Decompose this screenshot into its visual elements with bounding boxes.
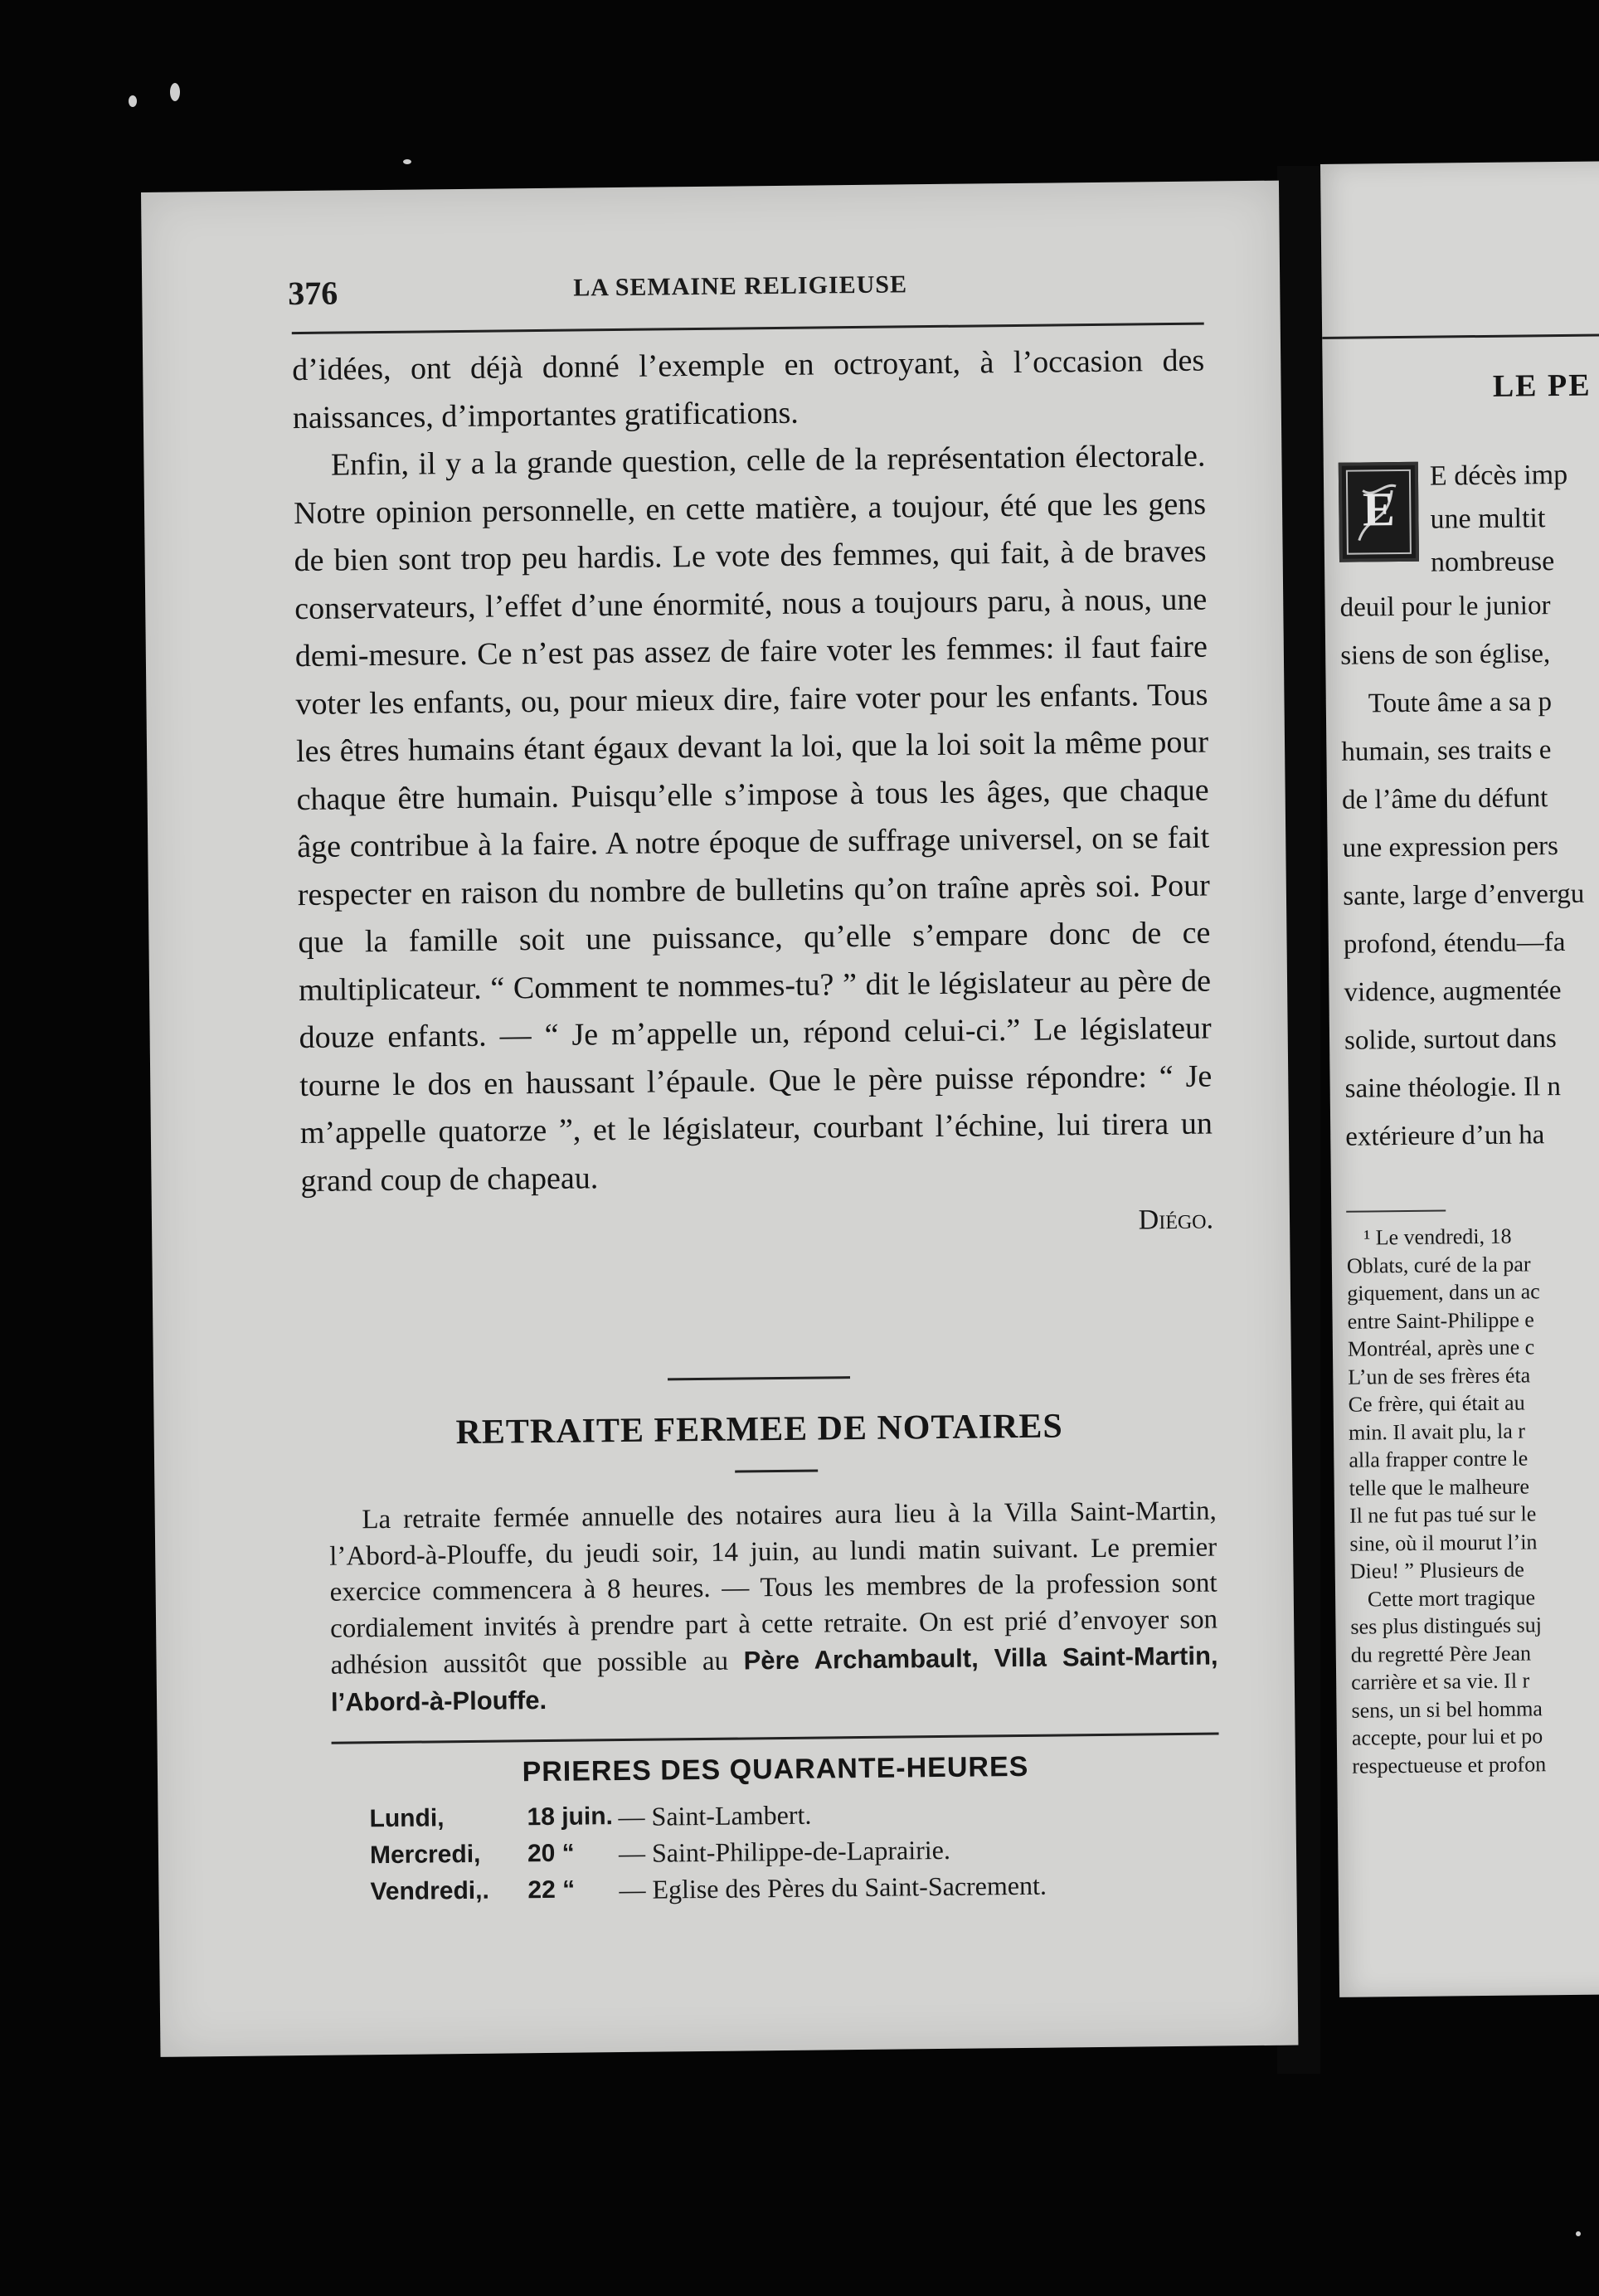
footnote-line: du regretté Père Jean <box>1350 1640 1532 1667</box>
scan-speck <box>403 159 411 164</box>
footnote-line: accepte, pour lui et po <box>1351 1724 1543 1750</box>
text-line: profond, étendu—fa <box>1343 927 1566 960</box>
article-body <box>292 338 1213 1253</box>
scan-speck <box>170 83 180 101</box>
running-title: LA SEMAINE RELIGIEUSE <box>573 270 908 302</box>
text-line: de l’âme du défunt <box>1341 783 1548 815</box>
text-line: extérieure d’un ha <box>1345 1120 1545 1152</box>
notice-rule <box>332 1732 1219 1744</box>
right-body-text <box>1339 581 1599 1161</box>
schedule-day: Mercredi, <box>369 1840 481 1870</box>
page-number: 376 <box>288 274 338 313</box>
text-line: vidence, augmentée <box>1344 975 1562 1008</box>
paragraph-1: d’idées, ont déjà donné l’exemple en octroyant, à l’occasion des naissances, d’importantes gratifications. <box>292 343 1205 435</box>
ornamental-dropcap <box>1339 462 1419 562</box>
text-line: solide, surtout dans <box>1344 1024 1557 1056</box>
schedule-date: 22 “ <box>527 1875 576 1904</box>
footnote-line: respectueuse et profon <box>1352 1751 1547 1778</box>
text-line: deuil pour le junior <box>1339 591 1551 623</box>
schedule-row <box>370 1866 1199 1910</box>
footnote-line: Cette mort tragique <box>1367 1584 1536 1611</box>
footnote-line: sine, où il mourut l’in <box>1349 1529 1538 1556</box>
footnote-line: Oblats, curé de la par <box>1346 1251 1531 1278</box>
schedule-day: Vendredi,. <box>370 1876 490 1906</box>
footnote-line: Montréal, après une c <box>1347 1335 1535 1361</box>
text-line: nombreuse <box>1430 546 1555 578</box>
schedule-place: — Saint-Philippe-de-Laprairie. <box>618 1834 951 1869</box>
schedule-day: Lundi, <box>369 1804 445 1833</box>
footnote-line: ¹ Le vendredi, 18 <box>1363 1223 1512 1250</box>
paragraph-2: Enfin, il y a la grande question, celle de la représentation électorale. Notre opinion personnelle, en cette matière, a toujour, été que les gens de bien sont trop peu hardis. Le vote des femmes, qui fait, à de braves conservateurs, l’effet d’une énormité, nous a toujours paru, à nous, une demi-mesure. Ce n’est pas assez de faire voter les femmes: il faut faire voter les enfants, ou, pour mieux dire, faire voter pour les enfants. Tous les êtres humains étant égaux devant la loi, que la loi soit la même pour chaque être humain. Puisqu’elle s’impose à tous les âges, que chaque âge contribue à la faire. A notre époque de suffrage universel, on se fait respecter en raison du nombre de bulletins qu’on traîne après soi. Pour que la famille soit une puissance, qu’elle s’empare donc de ce multiplicateur. “ Comment te nommes-tu? ” dit le législateur au père de douze enfants. — “ Je m’appelle un, répond celui-ci.” Le législateur tourne le dos en haussant l’épaule. Que le père puisse répondre: “ Je m’appelle quatorze ”, et le législateur, courbant l’échine, lui tirera un grand coup de chapeau. <box>293 438 1213 1199</box>
text-line: une expression pers <box>1342 831 1559 863</box>
schedule-date: 20 “ <box>527 1839 575 1868</box>
footnote-line: L’un de ses frères éta <box>1348 1362 1531 1389</box>
footnote-line: min. Il avait plu, la r <box>1348 1418 1526 1445</box>
schedule-date: 18 juin. <box>527 1802 614 1831</box>
footnote-line: alla frapper contre le <box>1349 1446 1529 1472</box>
scan-speck <box>1576 2231 1581 2236</box>
schedule-place: — Saint-Lambert. <box>618 1799 812 1832</box>
footnote-line: ses plus distingués suj <box>1350 1613 1543 1639</box>
left-page <box>141 181 1298 2057</box>
footnote-rule <box>1346 1209 1446 1212</box>
scan-speck <box>129 95 137 107</box>
text-line: une multit <box>1430 503 1546 535</box>
prayers-title: PRIERES DES QUARANTE-HEURES <box>522 1750 1029 1788</box>
footnote-line: carrière et sa vie. Il r <box>1351 1668 1530 1695</box>
section-title: RETRAITE FERMEE DE NOTAIRES <box>455 1407 1063 1452</box>
dropcap-letter: E <box>1362 482 1396 537</box>
footnote-line: telle que le malheure <box>1349 1473 1530 1501</box>
running-head <box>142 265 1204 325</box>
text-line: siens de son église, <box>1340 639 1551 671</box>
text-line: humain, ses traits e <box>1341 735 1552 767</box>
right-page-title: LE PE <box>1492 367 1592 404</box>
footnote-line: giquement, dans un ac <box>1347 1279 1540 1306</box>
title-underline <box>735 1470 818 1473</box>
text-line: E décès imp <box>1429 459 1568 492</box>
footnote-line: entre Saint-Philippe e <box>1347 1306 1535 1334</box>
text-line: sante, large d’envergu <box>1343 878 1585 912</box>
schedule-place: — Eglise des Pères du Saint-Sacrement. <box>619 1870 1047 1905</box>
footnote-line: Il ne fut pas tué sur le <box>1349 1501 1537 1528</box>
notice-body: La retraite fermée annuelle des notaires aura lieu à la Villa Saint-Martin, l’Abord-à-Plouffe, du jeudi soir, 14 juin, au lundi matin suivant. Le premier exercice commencera à 8 heures. — Tous les membres de la profession sont cordialement invités à prendre part à cette retraite. On est prié d’envoyer son adhésion aussitôt que possible au <box>329 1496 1218 1681</box>
dropcap-ornament-icon <box>1342 465 1416 559</box>
header-rule <box>292 323 1204 335</box>
footnote-line: Ce frère, qui était au <box>1348 1390 1525 1417</box>
notice-address: Père Archambault, Villa Saint-Martin, l’Abord-à-Plouffe. <box>330 1641 1218 1717</box>
right-header-rule <box>1322 333 1599 339</box>
footnote-line: Dieu! ” Plusieurs de <box>1349 1557 1525 1583</box>
prayer-schedule <box>369 1793 1199 1910</box>
footnotes <box>1346 1221 1599 1780</box>
text-line: saine théologie. Il n <box>1344 1072 1562 1104</box>
notice-text <box>329 1494 1219 1721</box>
right-page <box>1320 161 1599 1997</box>
opening-lines <box>1430 453 1599 585</box>
footnote-line: sens, un si bel homma <box>1351 1695 1543 1723</box>
section-divider <box>668 1376 850 1380</box>
author-signature: Diégo. <box>1138 1204 1214 1236</box>
text-line: Toute âme a sa p <box>1368 687 1553 719</box>
